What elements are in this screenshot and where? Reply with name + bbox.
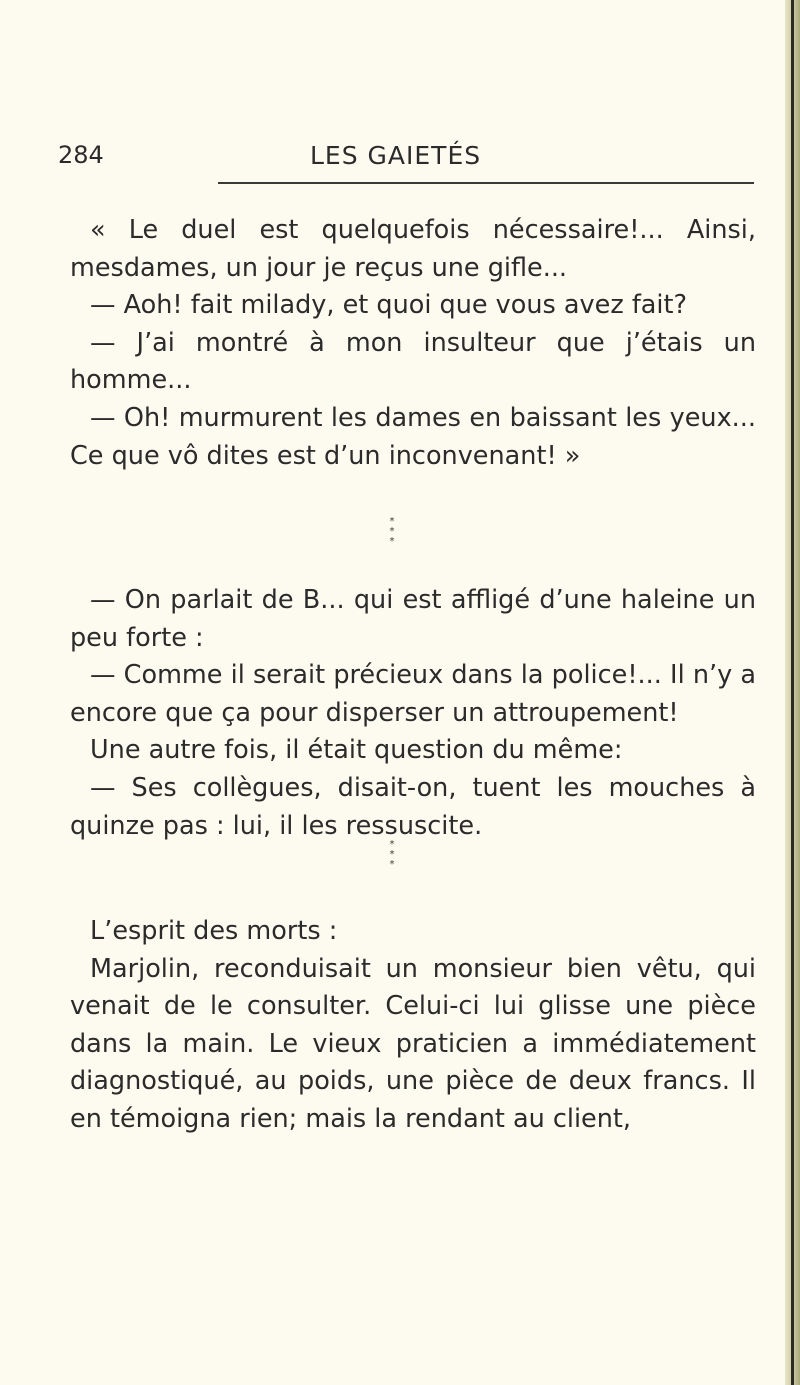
asterism-bottom: * *: [389, 526, 403, 547]
page-number: 284: [58, 141, 104, 169]
section-duel-anecdote: [70, 212, 756, 475]
header-rule: [218, 182, 754, 184]
asterism-top: *: [389, 516, 395, 527]
page-header: [58, 141, 758, 177]
section-separator: [372, 840, 412, 868]
paragraph: — Oh! murmurent les dames en baissant les yeux... Ce que vô dites est d’un inconvenant! »: [70, 402, 756, 471]
paragraph: — Aoh! fait milady, et quoi que vous avez fait?: [90, 290, 688, 321]
paragraph: « Le duel est quelquefois nécessaire!... Ainsi, mesdames, un jour je reçus une gifle...: [70, 215, 756, 283]
section-haleine-anecdote: [70, 582, 756, 845]
paragraph: — Ses collègues, disait-on, tuent les mouches à quinze pas : lui, il les ressuscite.: [70, 772, 756, 841]
section-esprit-des-morts: [70, 913, 756, 1139]
paragraph: — Comme il serait précieux dans la police!... Il n’y a encore que ça pour disperser un attroupement!: [70, 660, 756, 728]
paragraph: — On parlait de B... qui est affligé d’une haleine un peu forte :: [70, 585, 756, 653]
paragraph: — J’ai montré à mon insulteur que j’étais un homme...: [70, 327, 756, 396]
asterism-bottom: * *: [389, 849, 403, 870]
paragraph: L’esprit des morts :: [90, 916, 338, 946]
paragraph: Marjolin, reconduisait un monsieur bien vêtu, qui venait de le consulter. Celui-ci lui glisse une pièce dans la main. Le vieux praticien a immédiatement diagnostiqué, au poids, une pièce de deux francs. Il en témoigna rien; mais la rendant au client,: [70, 953, 756, 1134]
running-title: LES GAIETÉS: [310, 141, 482, 170]
section-separator: [372, 517, 412, 545]
binding-edge-line: [791, 0, 794, 1385]
asterism-top: *: [389, 839, 395, 850]
paragraph: Une autre fois, il était question du même:: [90, 735, 623, 766]
